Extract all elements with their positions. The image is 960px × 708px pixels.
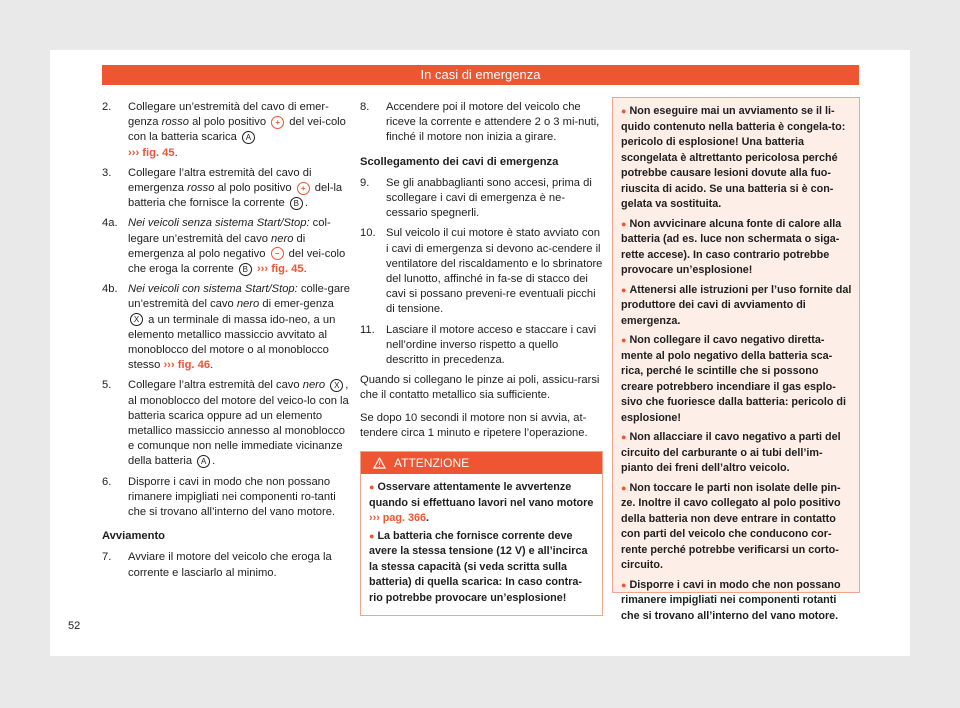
step-6: 6. Disporre i cavi in modo che non possano rimanere impigliati nei componenti ro-tanti che si trovano all’interno del vano motore. (102, 475, 336, 519)
minus-sign-icon: – (271, 247, 284, 260)
label-b-badge: B (290, 197, 303, 210)
warning-triangle-icon (373, 457, 386, 469)
step-3: 3. Collegare l’altra estremità del cavo di emergenza rosso al polo positivo + del-la batteria che fornisce la corrente B . (102, 166, 343, 210)
warning-item: ● Osservare attentamente le avvertenze quando si effettuano lavori nel vano motore ››› pag. 366. (369, 481, 594, 525)
bullet-icon: ● (621, 284, 627, 295)
bullet-icon: ● (621, 579, 627, 590)
label-a-badge: A (242, 131, 255, 144)
bullet-icon: ● (621, 432, 627, 442)
step-9: 9. Se gli anabbaglianti sono accesi, prima di scollegare i cavi di emergenza è ne-cessario spegnerli. (360, 176, 592, 220)
column-2 (360, 100, 603, 616)
label-x-badge: X (130, 313, 143, 326)
bullet-icon: ● (621, 335, 627, 345)
pag-366-link[interactable]: ››› pag. 366 (369, 512, 426, 525)
bullet-icon: ● (369, 482, 375, 493)
step-4a: 4a. Nei veicoli senza sistema Start/Stop: col-legare un’estremità del cavo nero di emergenza al polo negativo – del vei-colo che eroga la corrente B ››› fig. 45. (102, 217, 346, 276)
bullet-icon: ● (621, 106, 627, 116)
warning-item: ● Non toccare le parti non isolate delle pin-ze. Inoltre il cavo collegato al polo positivo della batteria non deve entrare in contatto con parti del veicolo che conducono cor-rente perché potrebbe verificarsi un corto-circuito. (621, 481, 841, 571)
avviamento-heading: Avviamento (102, 530, 166, 543)
step-2: 2. Collegare un’estremità del cavo di emer-genza rosso al polo positivo + del vei-colo con la batteria scarica A ››› fig. 45. (102, 101, 346, 159)
fig-45-link[interactable]: ››› fig. 45 (256, 263, 304, 276)
step-10: 10. Sul veicolo il cui motore è stato avviato con i cavi di emergenza si devono ac-cendere il ventilatore del riscaldamento e lo sbrinatore del lunotto, affinché in fa-se di stacco dei cavi si possano preveni-re eventuali picchi di tensione. (360, 227, 603, 316)
fig-46-link[interactable]: ››› fig. 46 (163, 359, 211, 372)
label-b-badge: B (239, 263, 252, 276)
step-7: 7. Avviare il motore del veicolo che eroga la corrente e lasciarlo al minimo. (102, 551, 332, 579)
plus-sign-icon: + (271, 116, 284, 129)
warning-item: ● Non collegare il cavo negativo diretta-mente al polo negativo della batteria sca-rica, perché le scintille che si possono creare potrebbero incendiare il gas esplo-sivo che fuoriesce dalla batteria: pericolo di esplosione! (621, 334, 847, 424)
warning-item: ● Disporre i cavi in modo che non possano rimanere impigliati nei componenti rotanti che si trovano all’interno del vano motore. (621, 578, 841, 622)
step-11: 11. Lasciare il motore acceso e staccare i cavi nell’ordine inverso rispetto a quello descritto in precedenza. (360, 323, 597, 367)
retry-paragraph: Se dopo 10 secondi il motore non si avvia, at-tendere circa 1 minuto e ripetere l’operazione. (360, 411, 588, 439)
fig-45-link[interactable]: ››› fig. 45 (128, 146, 175, 159)
bullet-icon: ● (621, 482, 627, 493)
warning-continuation-box (612, 97, 860, 622)
section-header: In casi di emergenza (102, 65, 859, 85)
scollegamento-heading: Scollegamento dei cavi di emergenza (360, 155, 559, 168)
warning-item: ● Non avvicinare alcuna fonte di calore alla batteria (ad es. luce non schermata o siga-rette accese). In caso contrario potrebbe provocare un’esplosione! (621, 217, 842, 276)
label-a-badge: A (197, 455, 210, 468)
column-1 (102, 100, 350, 586)
plus-sign-icon: + (297, 182, 310, 195)
warning-header (361, 452, 602, 474)
bullet-icon: ● (621, 218, 627, 229)
warning-item: ● La batteria che fornisce corrente deve avere la stessa tensione (12 V) e all’incirca la stessa capacità (si veda scritta sulla batteria) di quella scarica: In caso contra-rio potrebbe provocare un’esplosione! (369, 529, 588, 604)
warning-title: ATTENZIONE (394, 456, 470, 471)
label-x-badge: X (330, 379, 343, 392)
warning-box (360, 451, 603, 616)
step-4b: 4b. Nei veicoli con sistema Start/Stop: colle-gare un’estremità del cavo nero di emer-genza X a un terminale di massa ido-neo, a un elemento metallico massiccio avvitato al monoblocco del motore o al monoblocco stesso ››› fig. 46. (102, 283, 350, 372)
step-8: 8. Accendere poi il motore del veicolo che riceve la corrente e attendere 2 o 3 mi-nuti, finché il motore non inizia a girare. (360, 101, 600, 144)
page-number: 52 (68, 620, 81, 632)
contact-paragraph: Quando si collegano le pinze ai poli, assicu-rarsi che il contatto metallico sia sufficiente. (360, 374, 600, 402)
warning-item: ● Non eseguire mai un avviamento se il li-quido contenuto nella batteria è congela-to: pericolo di esplosione! Una batteria scongelata è altrettanto pericolosa perché potrebbe causare lesioni dovute alla fuo-riuscita di acido. Se una batteria si è con-gelata va sostituita. (621, 105, 846, 210)
step-5: 5. Collegare l’altra estremità del cavo nero X , al monoblocco del motore del veico-lo con la batteria scarica oppure ad un elemento metallico massiccio annesso al monoblocco e comunque non nelle immediate vicinanze della batteria A . (102, 379, 349, 468)
bullet-icon: ● (369, 530, 375, 541)
warning-item: ● Attenersi alle istruzioni per l’uso fornite dal produttore dei cavi di avviamento di emergenza. (621, 283, 852, 327)
warning-item: ● Non allacciare il cavo negativo a parti del circuito del carburante o ai tubi dell’im-pianto dei freni dell’altro veicolo. (621, 431, 841, 474)
